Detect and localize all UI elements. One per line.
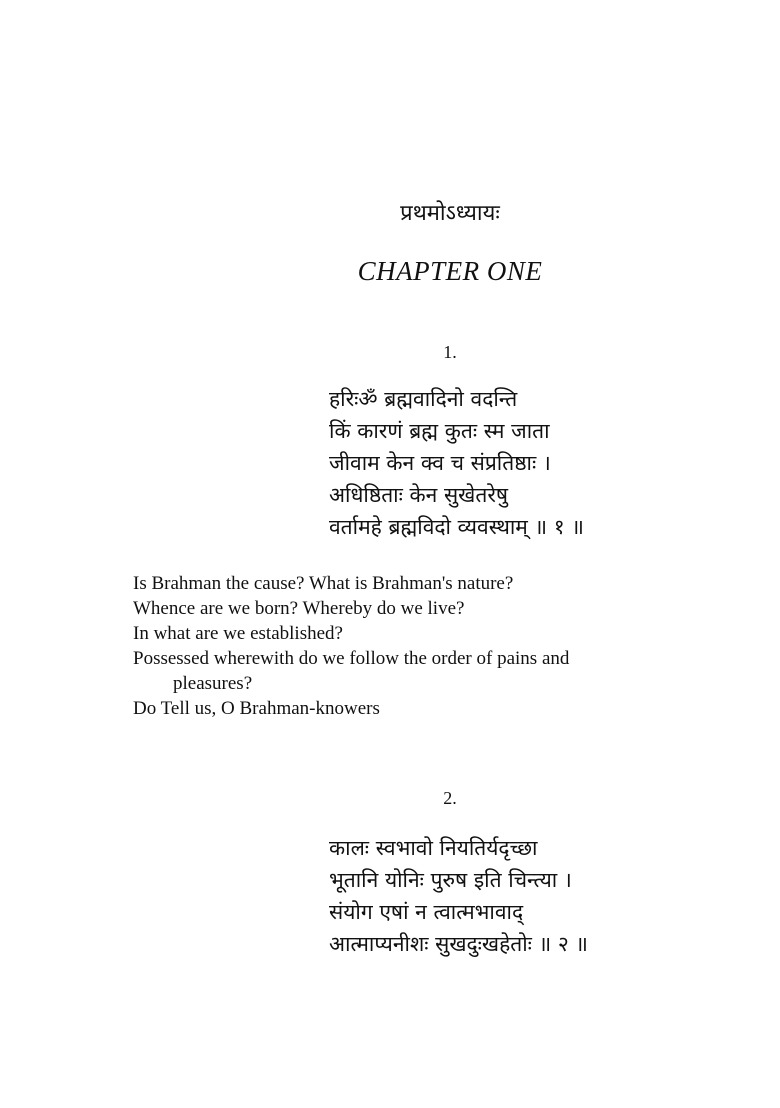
- sanskrit-line: हरिःॐ ब्रह्मवादिनो वदन्ति: [329, 387, 518, 411]
- translation-line: In what are we established?: [133, 623, 343, 644]
- verse-2-sanskrit: [329, 832, 588, 960]
- sanskrit-line: वर्तामहे ब्रह्मविदो व्यवस्थाम् ॥ १ ॥: [329, 515, 584, 539]
- sanskrit-line: अधिष्ठिताः केन सुखेतरेषु: [329, 483, 509, 507]
- verse-number: 2.: [443, 788, 457, 808]
- sanskrit-line: भूतानि योनिः पुरुष इति चिन्त्या ।: [329, 868, 572, 892]
- sanskrit-line: कालः स्वभावो नियतिर्यदृच्छा: [329, 836, 538, 860]
- translation-line: Possessed wherewith do we follow the order of pains and: [133, 648, 570, 669]
- translation-line: Do Tell us, O Brahman-knowers: [133, 698, 380, 719]
- verse-number: 1.: [443, 342, 457, 362]
- sanskrit-line: संयोग एषां न त्वात्मभावाद्: [329, 900, 524, 924]
- translation-line: Whence are we born? Whereby do we live?: [133, 598, 465, 619]
- chapter-title: CHAPTER ONE: [357, 256, 543, 286]
- translation-line: pleasures?: [173, 673, 253, 694]
- sanskrit-line: आत्माप्यनीशः सुखदुःखहेतोः ॥ २ ॥: [329, 932, 589, 956]
- sanskrit-line: किं कारणं ब्रह्म कुतः स्म जाता: [329, 419, 550, 443]
- sanskrit-line: जीवाम केन क्व च संप्रतिष्ठाः ।: [329, 451, 551, 475]
- chapter-heading-sanskrit: प्रथमोऽध्यायः: [400, 201, 500, 226]
- verse-1-sanskrit: [329, 383, 584, 543]
- translation-line: Is Brahman the cause? What is Brahman's nature?: [133, 573, 514, 594]
- verse-1-translation: [133, 571, 693, 721]
